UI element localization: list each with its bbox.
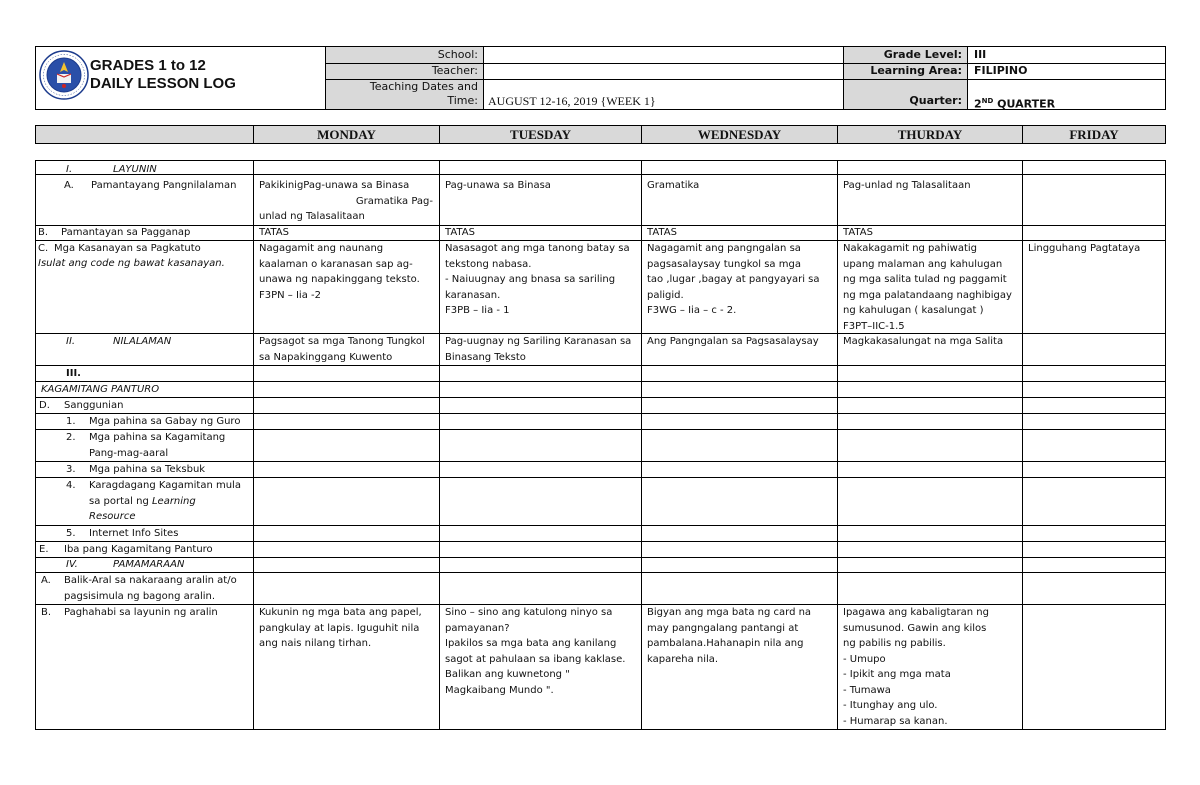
cell-line: Ipagawa ang kabaligtaran ng [843, 607, 989, 618]
cell-line: Nasasagot ang mga tanong batay sa [445, 243, 630, 254]
cell-line: - Humarap sa kanan. [843, 715, 948, 727]
cell-line: Nakakagamit ng pahiwatig [843, 243, 977, 254]
cell-line: pambalana.Hahanapin nila ang [647, 638, 804, 649]
cell-line: Pag-uugnay ng Sariling Karanasan sa [445, 336, 632, 347]
cell-line: pagsasalaysay tungkol sa mga [647, 258, 801, 270]
day-header-row [35, 125, 1166, 144]
header-box [35, 46, 1166, 110]
cell-line: Magkaibang Mundo ". [445, 684, 554, 696]
label-text: sa portal ng [89, 495, 152, 507]
divider [967, 47, 968, 109]
dates-field[interactable]: AUGUST 12-16, 2019 {WEEK 1} [488, 94, 656, 108]
row-label-num: 1. [66, 416, 76, 427]
label-line: Pang-mag-aaral [89, 447, 169, 459]
cell-line: F3PT–IIC-1.5 [843, 320, 905, 332]
row-label-mga-kasanayan: Mga Kasanayan sa Pagkatuto [54, 243, 201, 254]
cell-line: - Ipikit ang mga mata [843, 669, 951, 680]
cell-line: ang nais nilang tirhan. [259, 638, 372, 649]
cell-monday[interactable]: TATAS [259, 227, 289, 238]
row-label-num: 4. [66, 480, 76, 491]
row-sublabel-isulat: Isulat ang code ng bawat kasanayan. [38, 258, 225, 269]
cell-line: paligid. [647, 289, 684, 301]
cell-line: kapareha nila. [647, 653, 719, 665]
cell-line: F3WG – Iia – c - 2. [647, 305, 737, 316]
row-label-num: B. [38, 227, 49, 238]
row-label-num: D. [39, 400, 50, 411]
cell-line: ng pabilis ng pabilis. [843, 638, 946, 649]
row-label-num: I. [66, 164, 73, 175]
cell-line: Nagagamit ang naunang [259, 243, 384, 254]
cell-line: Nagagamit ang pangngalan sa [647, 243, 801, 254]
day-monday: MONDAY [253, 126, 439, 143]
cell-tuesday[interactable] [445, 605, 639, 698]
school-label: School: [437, 48, 478, 61]
label-line: Karagdagang Kagamitan mula [89, 480, 241, 491]
cell-line: unlad ng Talasalitaan [259, 211, 365, 222]
cell-line: - Tumawa [843, 684, 891, 696]
cell-line: Ipakilos sa mga bata ang kanilang [445, 638, 617, 649]
cell-line: karanasan. [445, 289, 501, 301]
section-iii: III. [66, 368, 81, 379]
row-label-karagdagang-kagamitan [89, 478, 249, 525]
quarter-text: QUARTER [993, 97, 1056, 111]
cell-tuesday[interactable] [445, 334, 639, 365]
row-label-num: 3. [66, 464, 76, 475]
row-label-teksbuk: Mga pahina sa Teksbuk [89, 464, 206, 475]
row-label-num: A. [41, 575, 51, 586]
lesson-grid [35, 160, 1166, 730]
label-line: Balik-Aral sa nakaraang aralin at/o [64, 575, 237, 586]
cell-line: Bigyan ang mga bata ng card na [647, 607, 812, 618]
cell-line: tao ,lugar ,bagay at pangyayari sa [647, 274, 820, 285]
cell-line: pamayanan? [445, 622, 510, 634]
row-label-kagamitang-pang-mag-aaral [89, 430, 249, 461]
cell-line: - Itunghay ang ulo. [843, 700, 938, 711]
cell-line: kaalaman o karanasan sap ag- [259, 258, 413, 270]
cell-wednesday[interactable] [647, 605, 835, 667]
row-label-internet-info-sites: Internet Info Sites [89, 528, 179, 539]
row-label-num: E. [39, 544, 49, 555]
label-line: pagsisimula ng bagong aralin. [64, 590, 216, 602]
cell-line: pangkulay at lapis. Iguguhit nila [259, 622, 420, 634]
section-kagamitang-panturo: KAGAMITANG PANTURO [41, 384, 160, 395]
cell-line: PakikinigPag-unawa sa Binasa [259, 180, 410, 191]
day-tuesday: TUESDAY [439, 126, 641, 143]
quarter-suffix: ND [981, 97, 994, 105]
grade-label: Grade Level: [883, 48, 962, 61]
cell-thursday[interactable] [843, 605, 1021, 729]
quarter-number: 2 [974, 97, 982, 111]
quarter-label: Quarter: [909, 94, 962, 107]
cell-thursday[interactable]: TATAS [843, 227, 873, 238]
cell-line: sumusunod. Gawin ang kilos [843, 622, 987, 634]
cell-friday[interactable]: Lingguhang Pagtataya [1028, 243, 1141, 254]
day-friday: FRIDAY [1022, 126, 1165, 143]
cell-line: sa Napakinggang Kuwento [259, 351, 393, 363]
cell-tuesday[interactable] [445, 241, 639, 319]
dates-label [326, 80, 478, 108]
cell-line: Gramatika Pag- [355, 195, 433, 207]
row-label-num: 5. [66, 528, 76, 539]
dates-label-line-1: Teaching Dates and [369, 80, 478, 93]
log-title [90, 57, 236, 93]
area-field[interactable]: FILIPINO [974, 64, 1028, 77]
grade-field[interactable]: III [974, 48, 987, 61]
row-label-pamantayang-pangnilalaman: Pamantayang Pangnilalaman [91, 180, 237, 191]
row-label-balik-aral [64, 573, 250, 604]
cell-wednesday[interactable]: TATAS [647, 227, 677, 238]
cell-line: tekstong nabasa. [445, 258, 532, 270]
row-label-num: C. [38, 243, 49, 254]
cell-monday[interactable] [259, 605, 437, 652]
title-line-1: GRADES 1 to 12 [90, 57, 206, 74]
section-pamamaraan: PAMAMARAAN [113, 559, 185, 570]
cell-wednesday[interactable]: Gramatika [647, 180, 700, 191]
cell-thursday[interactable]: Pag-unlad ng Talasalitaan [843, 180, 971, 191]
row-label-iba-pang-kagamitan: Iba pang Kagamitang Panturo [64, 544, 213, 555]
cell-line: Sino – sino ang katulong ninyo sa [445, 607, 613, 618]
cell-wednesday[interactable]: Ang Pangngalan sa Pagsasalaysay [647, 336, 819, 347]
row-label-paghahabi: Paghahabi sa layunin ng aralin [64, 607, 218, 618]
day-thursday: THURDAY [837, 126, 1022, 143]
title-line-2: DAILY LESSON LOG [90, 75, 236, 92]
cell-monday[interactable] [259, 241, 437, 303]
label-text: Learning [151, 495, 196, 507]
cell-line: Pagsagot sa mga Tanong Tungkol [259, 336, 425, 347]
dates-label-line-2: Time: [447, 94, 478, 107]
cell-line: upang malaman ang kahulugan [843, 258, 1003, 270]
row-label-pamantayan-sa-pagganap: Pamantayan sa Pagganap [61, 227, 191, 238]
cell-line: may pangngalang pantangi at [647, 622, 799, 634]
cell-line: Kukunin ng mga bata ang papel, [259, 607, 422, 618]
row-label-num: IV. [66, 559, 78, 570]
cell-monday[interactable] [259, 178, 435, 225]
section-nilalaman: NILALAMAN [113, 336, 172, 347]
cell-line: unawa ng napakinggang teksto. [259, 274, 420, 285]
row-label-num: B. [41, 607, 52, 618]
cell-monday[interactable] [259, 334, 437, 365]
quarter-field[interactable] [974, 94, 1154, 112]
label-line: Mga pahina sa Kagamitang [89, 432, 226, 443]
row-label-gabay-ng-guro: Mga pahina sa Gabay ng Guro [89, 416, 241, 427]
cell-line: ng kahulugan ( kasalungat ) [843, 305, 984, 316]
divider [483, 47, 484, 109]
cell-line: F3PN – Iia -2 [259, 289, 321, 301]
cell-line: ng mga salita tulad ng paggamit [843, 274, 1007, 285]
cell-wednesday[interactable] [647, 241, 835, 319]
cell-tuesday[interactable]: TATAS [445, 227, 475, 238]
cell-line: ng mga palatandaang naghibigay [843, 289, 1012, 301]
row-label-sanggunian: Sanggunian [64, 400, 124, 411]
cell-thursday[interactable]: Magkakasalungat na mga Salita [843, 336, 1004, 347]
cell-line: - Umupo [843, 653, 886, 665]
day-wednesday: WEDNESDAY [641, 126, 837, 143]
teacher-label: Teacher: [431, 64, 478, 77]
cell-line: Binasang Teksto [445, 351, 526, 363]
cell-tuesday[interactable]: Pag-unawa sa Binasa [445, 180, 551, 191]
cell-thursday[interactable] [843, 241, 1021, 334]
area-label: Learning Area: [870, 64, 962, 77]
cell-line: sagot at pahulaan sa ibang kaklase. [445, 653, 626, 665]
cell-line: - Naiuugnay ang bnasa sa sariling [445, 274, 616, 285]
cell-line: Balikan ang kuwnetong " [445, 669, 570, 680]
row-label-num: A. [64, 180, 74, 191]
row-label-num: II. [66, 336, 76, 347]
label-line: Resource [89, 511, 136, 522]
section-layunin: LAYUNIN [113, 164, 157, 175]
row-label-num: 2. [66, 432, 76, 443]
deped-seal-icon [39, 50, 89, 100]
cell-line: F3PB – Iia - 1 [445, 305, 510, 316]
